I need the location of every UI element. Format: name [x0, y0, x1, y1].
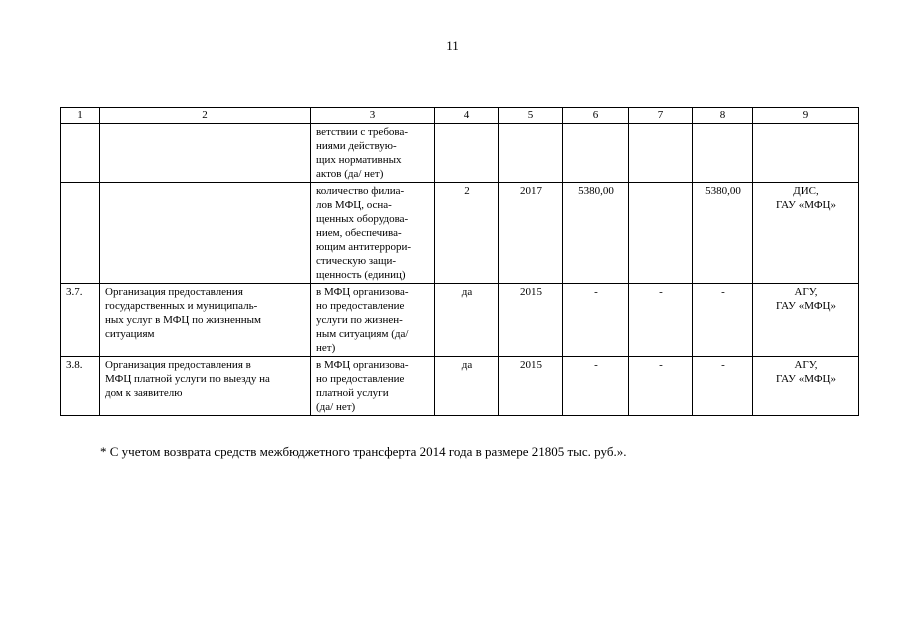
- column-header: 5: [499, 108, 563, 124]
- cell-line: ющим антитеррори-: [316, 241, 411, 253]
- column-header: 8: [693, 108, 753, 124]
- cell-col5: 2017: [499, 183, 563, 284]
- cell-line: услуги по жизнен-: [316, 314, 403, 326]
- cell-indicator: [311, 183, 435, 284]
- cell-activity-name: [100, 124, 311, 183]
- cell-col7: -: [629, 357, 693, 416]
- page-number: 11: [446, 38, 459, 53]
- column-header: 3: [311, 108, 435, 124]
- cell-number: 3.8.: [61, 357, 100, 416]
- column-header: 9: [753, 108, 859, 124]
- cell-line: но предоставление: [316, 300, 405, 312]
- cell-line: щенных оборудова-: [316, 213, 409, 225]
- cell-line: нием, обеспечива-: [316, 227, 402, 239]
- cell-col7: [629, 183, 693, 284]
- cell-indicator: [311, 357, 435, 416]
- cell-line: государственных и муниципаль-: [105, 300, 258, 312]
- cell-number: 3.7.: [61, 284, 100, 357]
- table-row: [61, 124, 859, 183]
- cell-activity-name: [100, 284, 311, 357]
- program-table: [60, 107, 859, 416]
- column-header: 6: [563, 108, 629, 124]
- cell-line: (да/ нет): [316, 401, 356, 413]
- cell-line: АГУ,: [794, 359, 818, 371]
- cell-line: ных услуг в МФЦ по жизненным: [105, 314, 261, 326]
- cell-col4: да: [435, 357, 499, 416]
- cell-number: [61, 183, 100, 284]
- cell-number: [61, 124, 100, 183]
- cell-line: ным ситуациям (да/: [316, 328, 409, 340]
- cell-col8: -: [693, 357, 753, 416]
- table-row: [61, 284, 859, 357]
- cell-col8: 5380,00: [693, 183, 753, 284]
- cell-executor: [753, 357, 859, 416]
- cell-col6: [563, 124, 629, 183]
- cell-col4: [435, 124, 499, 183]
- cell-col7: -: [629, 284, 693, 357]
- cell-line: щенность (единиц): [316, 269, 406, 281]
- cell-activity-name: [100, 183, 311, 284]
- cell-line: в МФЦ организова-: [316, 359, 409, 371]
- cell-col7: [629, 124, 693, 183]
- column-header: 7: [629, 108, 693, 124]
- cell-line: МФЦ платной услуги по выезду на: [105, 373, 270, 385]
- cell-line: ситуациям: [105, 328, 155, 340]
- cell-line: ДИС,: [793, 185, 819, 197]
- cell-col8: -: [693, 284, 753, 357]
- cell-col6: 5380,00: [563, 183, 629, 284]
- cell-executor: [753, 284, 859, 357]
- cell-col5: 2015: [499, 357, 563, 416]
- cell-line: но предоставление: [316, 373, 405, 385]
- cell-line: ниями действую-: [316, 140, 397, 152]
- cell-line: ГАУ «МФЦ»: [776, 373, 836, 385]
- header-row: [61, 108, 859, 124]
- table-row: [61, 357, 859, 416]
- cell-line: в МФЦ организова-: [316, 286, 409, 298]
- cell-col4: 2: [435, 183, 499, 284]
- cell-col6: -: [563, 284, 629, 357]
- cell-executor: [753, 124, 859, 183]
- table-body: [61, 124, 859, 416]
- footnote: * С учетом возврата средств межбюджетного трансферта 2014 года в размере 21805 тыс. руб.».: [100, 444, 627, 459]
- cell-col6: -: [563, 357, 629, 416]
- cell-line: дом к заявителю: [105, 387, 183, 399]
- column-header: 4: [435, 108, 499, 124]
- cell-line: количество филиа-: [316, 185, 405, 197]
- cell-col5: 2015: [499, 284, 563, 357]
- column-header: 2: [100, 108, 311, 124]
- cell-line: актов (да/ нет): [316, 168, 384, 180]
- cell-line: лов МФЦ, осна-: [316, 199, 392, 211]
- cell-col8: [693, 124, 753, 183]
- cell-indicator: [311, 124, 435, 183]
- cell-line: платной услуги: [316, 387, 389, 399]
- cell-line: ГАУ «МФЦ»: [776, 300, 836, 312]
- cell-activity-name: [100, 357, 311, 416]
- cell-line: Организация предоставления в: [105, 359, 251, 371]
- cell-line: нет): [316, 342, 336, 354]
- cell-line: ветствии с требова-: [316, 126, 409, 138]
- cell-line: АГУ,: [794, 286, 818, 298]
- cell-indicator: [311, 284, 435, 357]
- cell-col4: да: [435, 284, 499, 357]
- cell-line: стическую защи-: [316, 255, 397, 267]
- cell-line: Организация предоставления: [105, 286, 243, 298]
- column-header: 1: [61, 108, 100, 124]
- cell-line: щих нормативных: [316, 154, 402, 166]
- cell-col5: [499, 124, 563, 183]
- table-row: [61, 183, 859, 284]
- cell-executor: [753, 183, 859, 284]
- cell-line: ГАУ «МФЦ»: [776, 199, 836, 211]
